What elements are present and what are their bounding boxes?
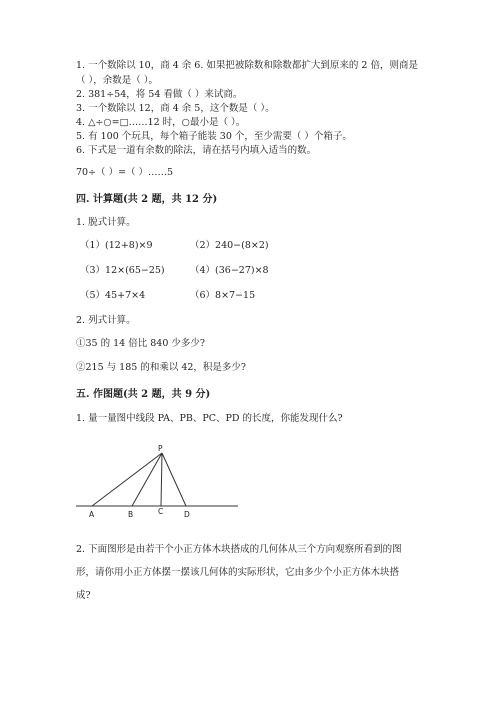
calc-item-3: （3）12×(65−25) [80,265,165,276]
question-3-1-line2: （ ），余数是（ ）。 [76,75,159,86]
question-3-6: 6. 下式是一道有余数的除法，请在括号内填入适当的数。 [76,145,317,156]
label-b: B [128,510,134,519]
question-3-6-expression: 70÷（ ）=（ ）……5 [76,167,174,178]
question-3-4: 4. △÷○=□……12 时，○最小是（ ）。 [76,117,246,128]
question-5-2-line3: 成? [76,590,91,601]
segment-figure [70,440,250,525]
calc-item-2: （2）240−(8×2) [190,240,269,251]
label-a: A [89,510,95,519]
question-3-1-line1: 1. 一个数除以 10，商 4 余 6. 如果把被除数和除数都扩大到原来的 2 倍，则商是 [76,60,418,71]
section-4-heading: 四. 计算题(共 2 题，共 12 分) [76,194,218,205]
calc-item-5: （5）45+7×4 [80,290,146,301]
question-5-2-line1: 2. 下面图形是由若干个小正方体木块搭成的几何体从三个方向观察所看到的图 [76,544,402,555]
label-p: P [158,444,163,453]
segment-pa [92,453,162,506]
label-c: C [158,507,164,516]
segment-pc [161,453,162,506]
question-5-1: 1. 量一量图中线段 PA、PB、PC、PD 的长度，你能发现什么? [76,413,343,424]
question-4-2-b: ②215 与 185 的和乘以 42，积是多少? [76,362,247,373]
segment-pb [132,453,162,506]
question-4-2: 2. 列式计算。 [76,315,136,326]
segment-pd [162,453,186,506]
calc-item-6: （6）8×7−15 [190,290,256,301]
label-d: D [184,510,190,519]
calc-item-1: （1）(12+8)×9 [80,240,153,251]
question-4-2-a: ①35 的 14 倍比 840 少多少? [76,338,206,349]
question-5-2-line2: 形，请你用小正方体摆一摆该几何体的实际形状，它由多少个小正方体木块搭 [76,567,400,578]
section-5-heading: 五. 作图题(共 2 题，共 9 分) [76,389,211,400]
question-4-1: 1. 脱式计算。 [76,217,136,228]
calc-item-4: （4）(36−27)×8 [190,265,269,276]
question-3-2: 2. 381÷54，将 54 看做（ ）来试商。 [76,89,243,100]
question-3-5: 5. 有 100 个玩具，每个箱子能装 30 个，至少需要（ ）个箱子。 [76,131,352,142]
question-3-3: 3. 一个数除以 12，商 4 余 5，这个数是（ ）。 [76,103,275,114]
